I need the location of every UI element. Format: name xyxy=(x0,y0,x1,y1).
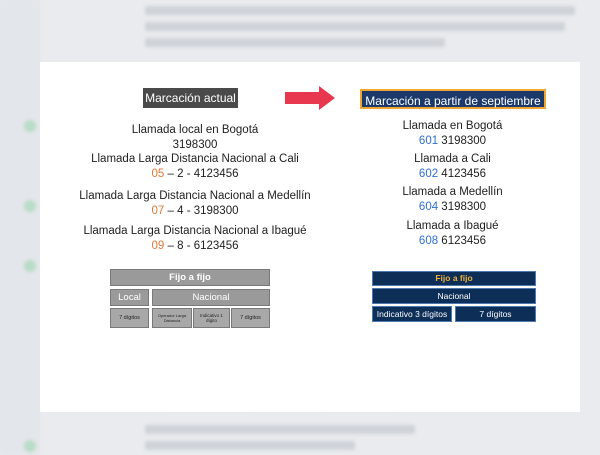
entry-prefix: 608 xyxy=(418,235,439,247)
table-cell-indicativo: Indicativo 1 dígito xyxy=(193,308,230,328)
entry-title: Llamada a Medellín xyxy=(402,186,503,198)
background-text-line xyxy=(145,441,355,450)
entry-number xyxy=(365,167,540,182)
entry-rest: – 8 - 6123456 xyxy=(164,240,239,252)
entry-rest: – 2 - 4123456 xyxy=(164,168,239,180)
background-dot xyxy=(24,260,36,272)
entry-title: Llamada en Bogotá xyxy=(402,120,503,132)
left-entry-cali xyxy=(60,152,330,182)
arrow-right-icon xyxy=(285,86,335,110)
entry-title: Llamada Larga Distancia Nacional a Ibagué xyxy=(83,225,307,237)
entry-title: Llamada a Ibagué xyxy=(406,220,499,232)
entry-number xyxy=(60,239,330,254)
entry-title: Llamada Larga Distancia Nacional a Medellín xyxy=(79,190,311,202)
background-dot xyxy=(24,200,36,212)
right-entry-medellin xyxy=(365,185,540,215)
table-cell-operator: Operador Larga Distancia xyxy=(152,308,192,328)
entry-prefix: 604 xyxy=(418,201,439,213)
current-dialing-heading: Marcación actual xyxy=(143,88,238,108)
entry-title: Llamada local en Bogotá xyxy=(131,124,259,136)
entry-number xyxy=(365,134,540,149)
table-header-fijo-a-fijo: Fijo a fijo xyxy=(372,271,536,286)
table-cell-local: Local xyxy=(110,289,149,306)
entry-number xyxy=(60,204,330,219)
entry-prefix: 07 xyxy=(151,205,165,217)
background-text-line xyxy=(145,6,575,15)
entry-title: Llamada a Cali xyxy=(414,153,491,165)
entry-prefix: 601 xyxy=(418,135,439,147)
background-text-line xyxy=(145,22,565,31)
entry-rest: 3198300 xyxy=(438,135,487,147)
background-text-line xyxy=(145,38,445,47)
table-cell-nacional: Nacional xyxy=(152,289,270,306)
table-cell-digits-local: 7 dígitos xyxy=(110,308,149,328)
right-entry-ibague xyxy=(365,219,540,249)
entry-number xyxy=(60,167,330,182)
entry-prefix: 09 xyxy=(151,240,165,252)
background-text-line xyxy=(145,425,415,434)
entry-number: 3198300 xyxy=(172,139,218,151)
table-header-fijo-a-fijo: Fijo a fijo xyxy=(110,269,270,286)
background-dot xyxy=(24,120,36,132)
new-dialing-heading: Marcación a partir de septiembre xyxy=(360,89,546,109)
entry-number xyxy=(365,234,540,249)
entry-rest: 6123456 xyxy=(438,235,487,247)
background-sidebar xyxy=(0,0,40,455)
entry-rest: 3198300 xyxy=(438,201,487,213)
background-dot xyxy=(24,440,36,452)
entry-rest: – 4 - 3198300 xyxy=(164,205,239,217)
left-entry-medellin xyxy=(60,189,330,219)
table-cell-nacional: Nacional xyxy=(372,288,536,304)
entry-number xyxy=(365,200,540,215)
entry-prefix: 05 xyxy=(151,168,165,180)
entry-rest: 4123456 xyxy=(438,168,487,180)
table-cell-indicativo: Indicativo 3 dígitos xyxy=(372,306,452,322)
left-entry-local xyxy=(100,123,290,153)
table-cell-digits: 7 dígitos xyxy=(455,306,536,322)
entry-title: Llamada Larga Distancia Nacional a Cali xyxy=(91,153,299,165)
entry-prefix: 602 xyxy=(418,168,439,180)
right-entry-bogota xyxy=(365,119,540,149)
table-cell-digits-nacional: 7 dígitos xyxy=(231,308,270,328)
left-entry-ibague xyxy=(60,224,330,254)
right-entry-cali xyxy=(365,152,540,182)
